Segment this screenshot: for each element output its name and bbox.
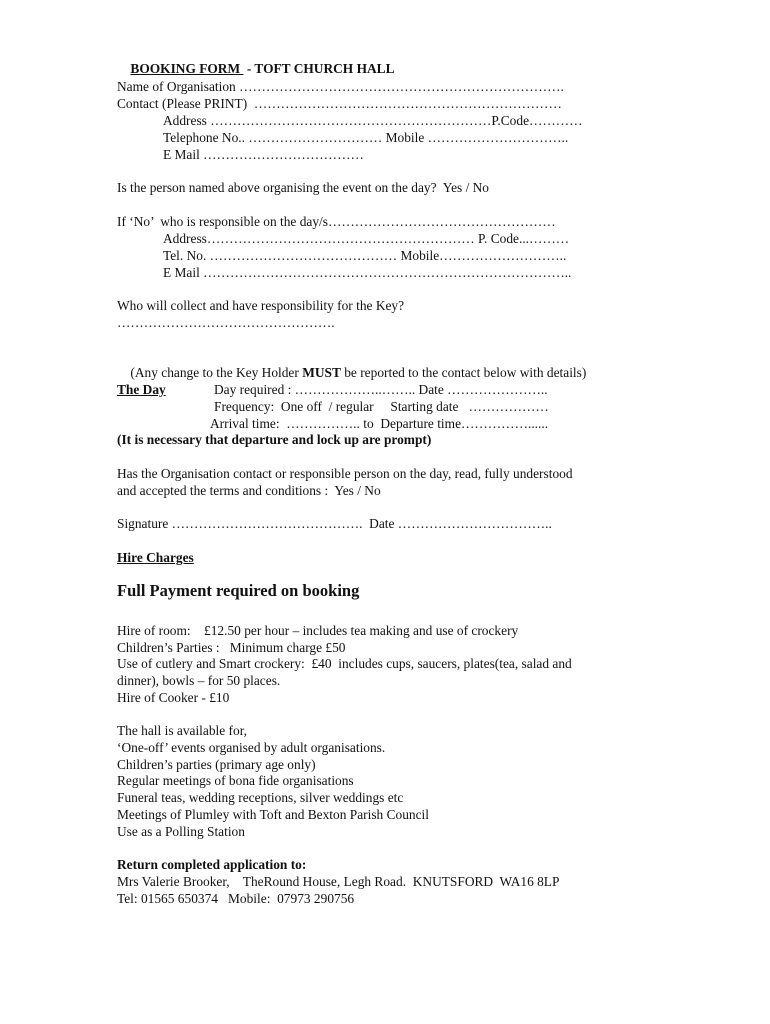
key-holder-field: …………………………………………. bbox=[117, 315, 335, 330]
form-title-rest: - TOFT CHURCH HALL bbox=[243, 61, 395, 76]
responsible-person-field: If ‘No’ who is responsible on the day/s…………………………………………… bbox=[117, 214, 556, 229]
the-day-label: The Day bbox=[117, 382, 166, 397]
key-note-must: MUST bbox=[302, 365, 341, 380]
day-required-field: Day required : ………………..…….. Date ………………….. bbox=[214, 382, 548, 397]
contact-field: Contact (Please PRINT) …………………………………………………………… bbox=[117, 96, 562, 111]
contact-address-field: Address ………………………………………………………P.Code………… bbox=[163, 113, 583, 128]
availability-item: Funeral teas, wedding receptions, silver weddings etc bbox=[117, 790, 404, 805]
frequency-field: Frequency: One off / regular Starting date ……………… bbox=[214, 399, 549, 414]
availability-intro: The hall is available for, bbox=[117, 723, 247, 738]
signature-field: Signature ……………………………………. Date …………………………….. bbox=[117, 516, 552, 531]
full-payment-heading: Full Payment required on booking bbox=[117, 581, 360, 600]
availability-item: Meetings of Plumley with Toft and Bexton Parish Council bbox=[117, 807, 429, 822]
key-note-pre: (Any change to the Key Holder bbox=[130, 365, 303, 380]
return-phones: Tel: 01565 650374 Mobile: 07973 290756 bbox=[117, 891, 355, 906]
hire-line: Hire of Cooker - £10 bbox=[117, 690, 230, 705]
responsible-email-field: E Mail ……………………………………………………………………….. bbox=[163, 265, 572, 280]
hire-line: dinner), bowls – for 50 places. bbox=[117, 673, 281, 688]
terms-question-line2: and accepted the terms and conditions : Yes / No bbox=[117, 483, 381, 498]
hire-line: Hire of room: £12.50 per hour – includes tea making and use of crockery bbox=[117, 623, 519, 638]
departure-notice: (It is necessary that departure and lock up are prompt) bbox=[117, 432, 432, 447]
form-title-main: BOOKING FORM bbox=[130, 61, 244, 76]
hire-charges-heading: Hire Charges bbox=[117, 550, 194, 565]
organisation-name-field: Name of Organisation ………………………………………………………………. bbox=[117, 79, 564, 94]
terms-question-line1: Has the Organisation contact or responsible person on the day, read, fully understood bbox=[117, 466, 573, 481]
return-heading: Return completed application to: bbox=[117, 857, 307, 872]
contact-email-field: E Mail ……………………………… bbox=[163, 147, 364, 162]
availability-item: ‘One-off’ events organised by adult organisations. bbox=[117, 740, 386, 755]
organising-question: Is the person named above organising the event on the day? Yes / No bbox=[117, 180, 490, 195]
hire-line: Use of cutlery and Smart crockery: £40 includes cups, saucers, plates(tea, salad and bbox=[117, 656, 572, 671]
return-address: Mrs Valerie Brooker, TheRound House, Legh Road. KNUTSFORD WA16 8LP bbox=[117, 874, 560, 889]
availability-item: Use as a Polling Station bbox=[117, 824, 245, 839]
responsible-tel-field: Tel. No. …………………………………… Mobile……………………….. bbox=[163, 248, 567, 263]
contact-telephone-field: Telephone No.. ………………………… Mobile ………………………….. bbox=[163, 130, 569, 145]
availability-item: Regular meetings of bona fide organisations bbox=[117, 773, 354, 788]
arrival-departure-field: Arrival time: …………….. to Departure time……………...... bbox=[210, 416, 549, 431]
hire-line: Children’s Parties : Minimum charge £50 bbox=[117, 640, 346, 655]
responsible-address-field: Address…………………………………………………… P. Code...……… bbox=[163, 231, 570, 246]
key-note-post: be reported to the contact below with details) bbox=[340, 365, 587, 380]
availability-item: Children’s parties (primary age only) bbox=[117, 757, 316, 772]
key-question: Who will collect and have responsibility for the Key? bbox=[117, 298, 405, 313]
